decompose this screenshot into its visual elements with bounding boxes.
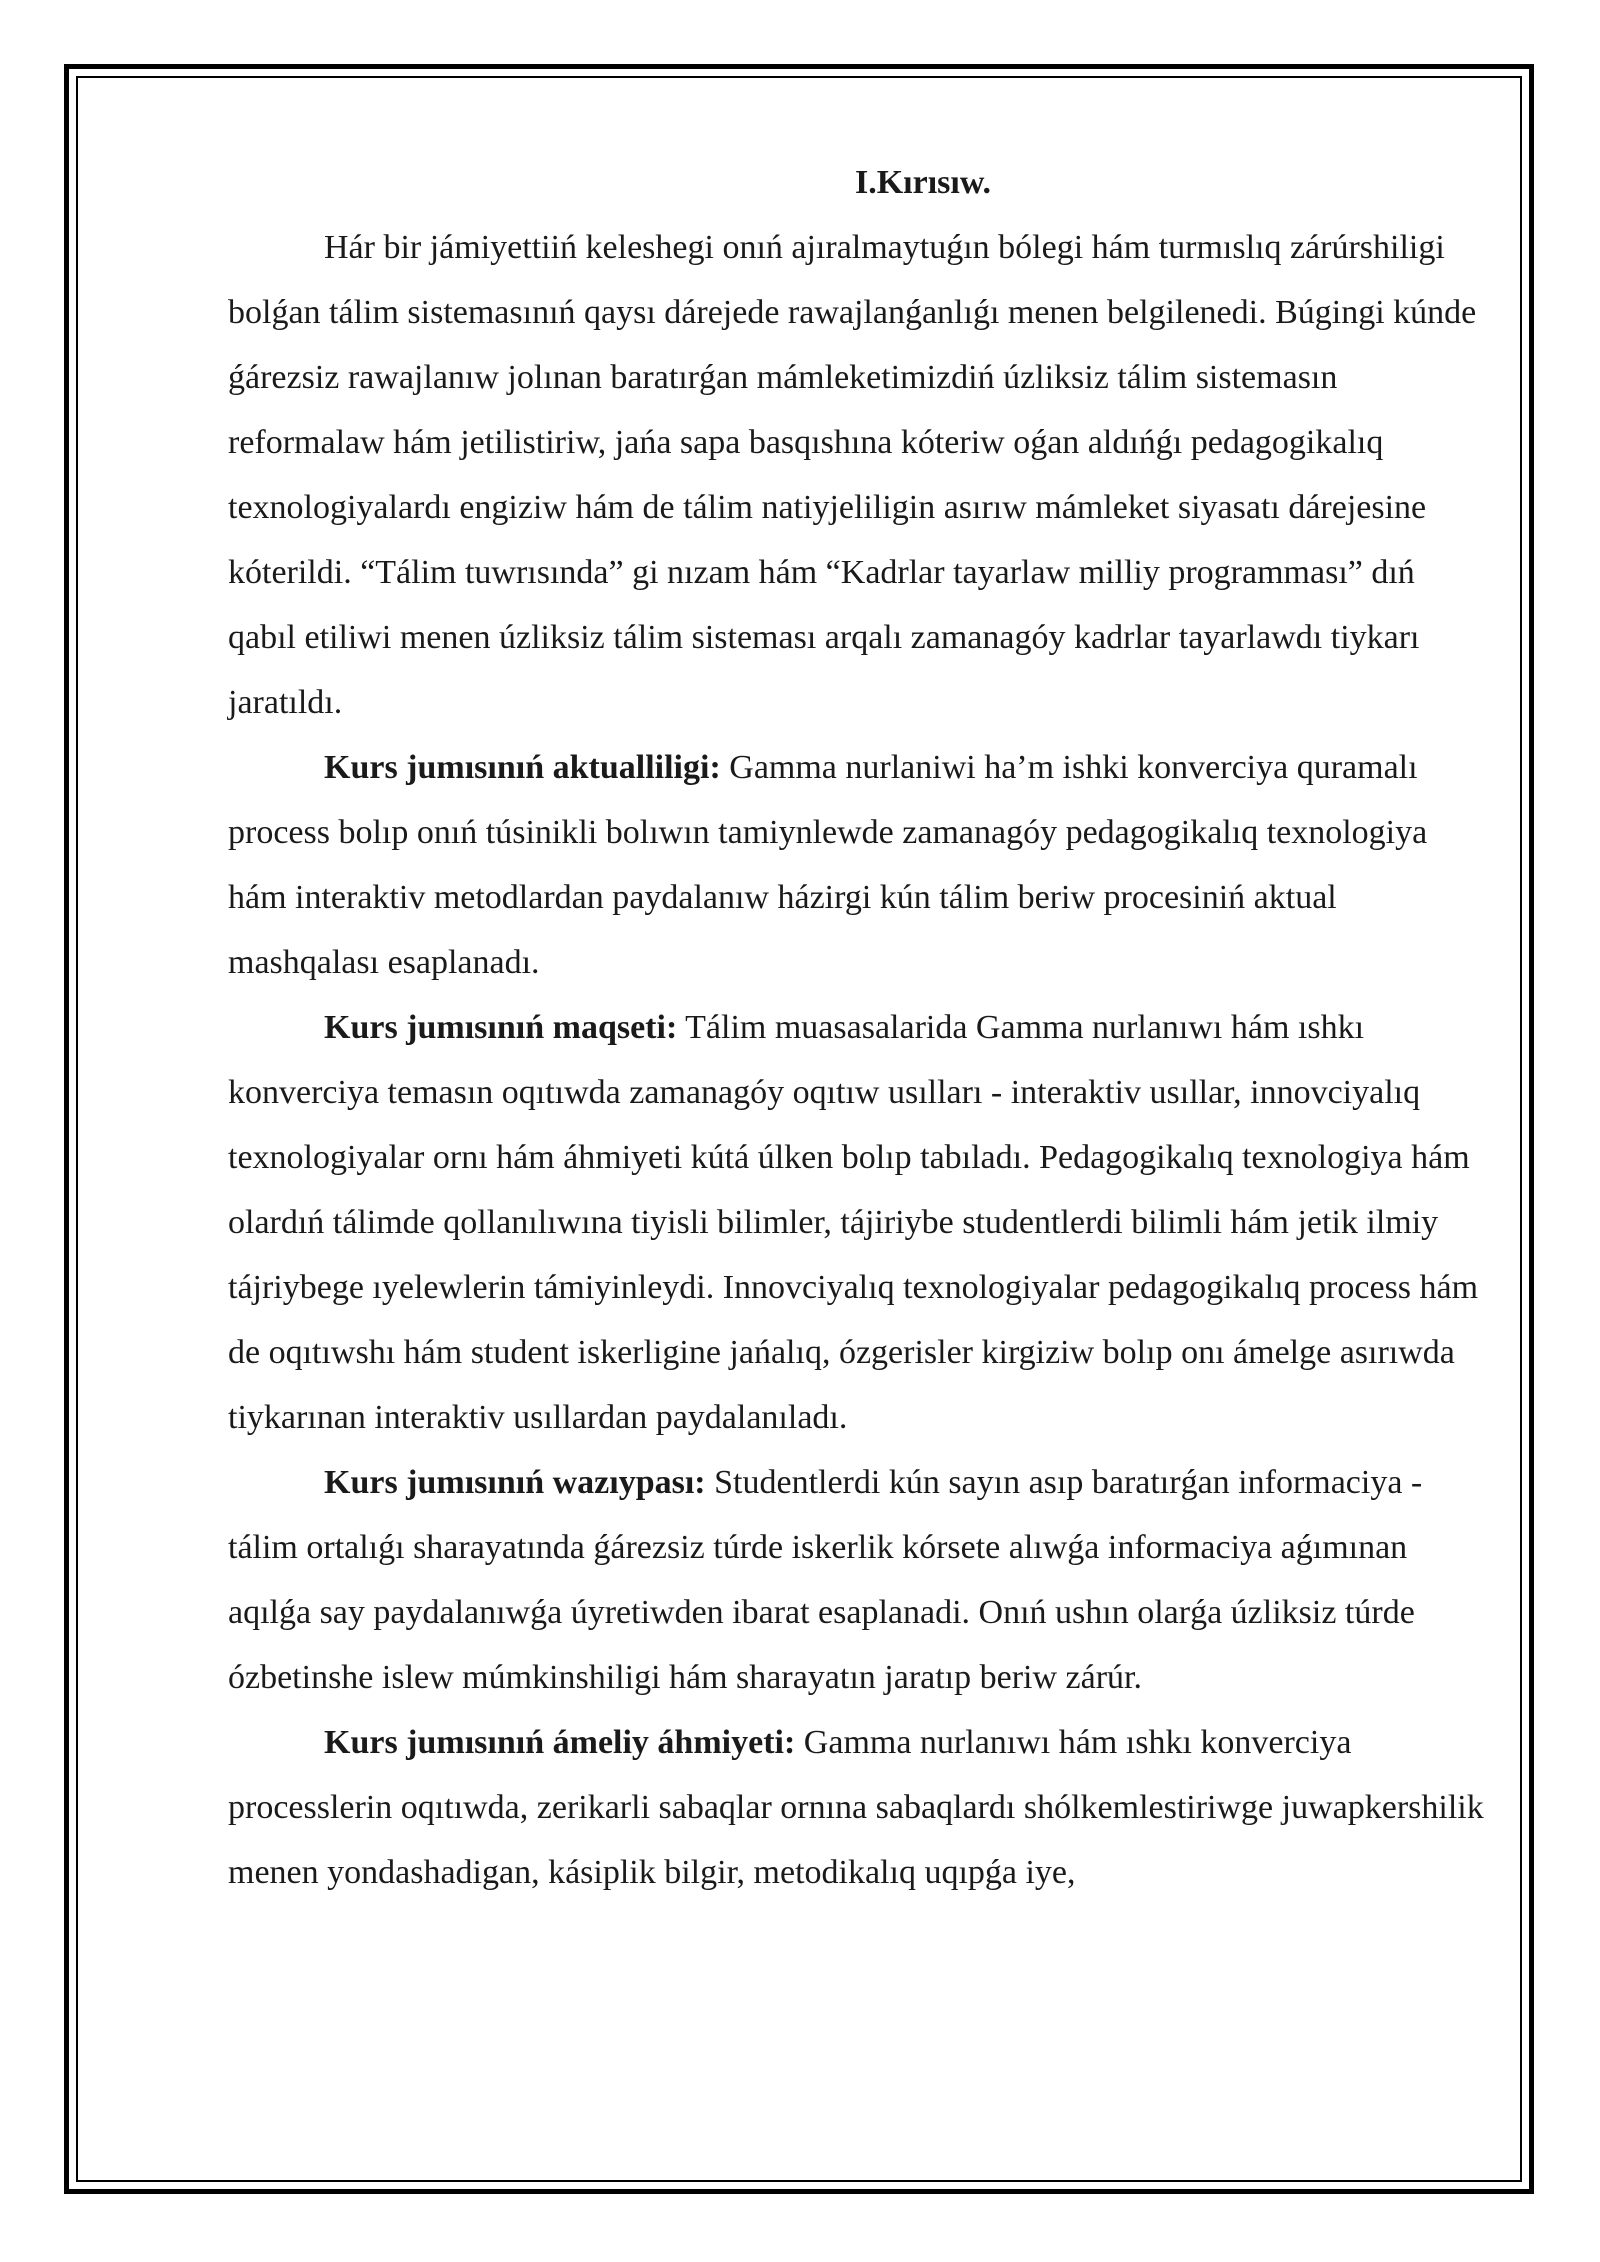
paragraph-lead: Kurs jumısınıń maqseti: xyxy=(324,1009,678,1046)
paragraph-text: Hár bir jámiyettiiń keleshegi onıń ajıralmaytuǵın bólegi hám turmıslıq zárúrshiligi bolǵan tálim sistemasınıń qaysı dárejede rawajlanǵanlıǵı menen belgilenedi. Búgingi kúnde ǵárezsiz rawajlanıw jolınan baratırǵan mámleketimizdiń úzliksiz tálim sistemasın reformalaw hám jetilistiriw, jańa sapa basqıshına kóteriw oǵan aldıńǵı pedagogikalıq texnologiyalardı engiziw hám de tálim natiyjeliligin asırıw mámleket siyasatı dárejesine kóterildi. “Tálim tuwrısında” gi nızam hám “Kadrlar tayarlaw milliy programması” dıń qabıl etiliwi menen úzliksiz tálim sisteması arqalı zamanagóy kadrlar tayarlawdı tiykarı jaratıldı. xyxy=(228,229,1477,721)
paragraph-goal xyxy=(228,995,1488,1450)
document-title: I.Kırısıw. xyxy=(854,164,992,201)
paragraph-tasks xyxy=(228,1450,1488,1710)
paragraph-actuality xyxy=(228,735,1488,995)
paragraph-practical-importance xyxy=(228,1710,1488,1905)
paragraph-text: Gamma nurlaniwi ha’m ishki konverciya quramalı process bolıp onıń túsinikli bolıwın tamiynlewde zamanagóy pedagogikalıq texnologiya hám interaktiv metodlardan paydalanıw házirgi kún tálim beriw procesiniń aktual mashqalası esaplanadı. xyxy=(228,749,1428,981)
paragraph-intro xyxy=(228,215,1488,735)
paragraph-lead: Kurs jumısınıń wazıypası: xyxy=(324,1464,706,1501)
paragraph-text: Studentlerdi kún sayın asıp baratırǵan informaciya -tálim ortalıǵı sharayatında ǵárezsiz túrde iskerlik kórsete alıwǵa informaciya aǵımınan aqılǵa say paydalanıwǵa úyretiwden ibarat esaplanadi. Onıń ushın olarǵa úzliksiz túrde ózbetinshe islew múmkinshiligi hám sharayatın jaratıp beriw zárúr. xyxy=(228,1464,1423,1696)
paragraph-lead: Kurs jumısınıń ámeliy áhmiyeti: xyxy=(324,1724,796,1761)
paragraph-text: Gamma nurlanıwı hám ıshkı konverciya processlerin oqıtıwda, zerikarli sabaqlar ornına sabaqlardı shólkemlestiriwge juwapkershilik menen yondashadigan, kásiplik bilgir, metodikalıq uqıpǵa iye, xyxy=(228,1724,1484,1891)
paragraph-text: Tálim muasasalarida Gamma nurlanıwı hám ıshkı konverciya temasın oqıtıwda zamanagóy oqıtıw usılları - interaktiv usıllar, innovciyalıq texnologiyalar ornı hám áhmiyeti kútá úlken bolıp tabıladı. Pedagogikalıq texnologiya hám olardıń tálimde qollanılıwına tiyisli bilimler, tájiriybe studentlerdi bilimli hám jetik ilmiy tájriybege ıyelewlerin támiyinleydi. Innovciyalıq texnologiyalar pedagogikalıq process hám de oqıtıwshı hám student iskerligine jańalıq, ózgerisler kirgiziw bolıp onı ámelge asırıwda tiykarınan interaktiv usıllardan paydalanıladı. xyxy=(228,1009,1479,1436)
paragraph-lead: Kurs jumısınıń aktualliligi: xyxy=(324,749,721,786)
document-body xyxy=(228,150,1488,1905)
